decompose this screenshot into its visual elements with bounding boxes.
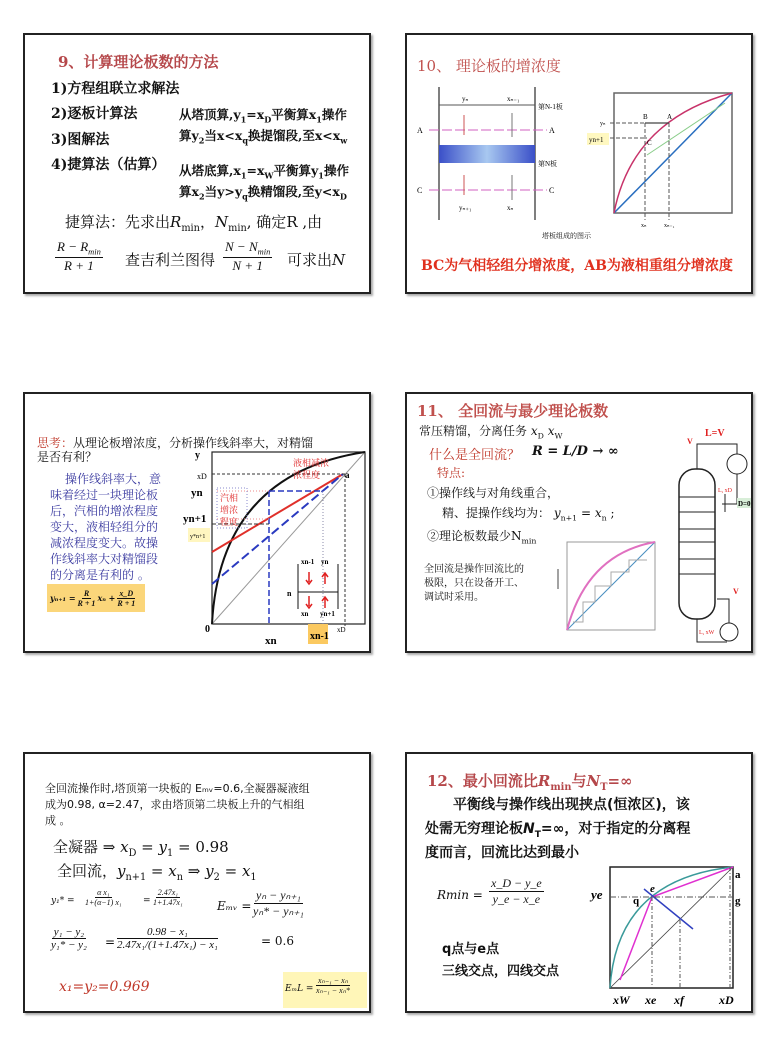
slide-example-total-reflux — [23, 752, 371, 1013]
q-e-points: q点与e点 — [442, 942, 500, 957]
text-segment: ,由 — [297, 213, 323, 231]
fraction-numerator — [55, 239, 103, 258]
text-segment: 精、提操作线均为： — [442, 506, 554, 520]
fraction-denominator: xₙ₋₁ − xₙ* — [316, 986, 350, 995]
text-segment: N — [214, 213, 229, 231]
text-segment: 常压精馏，分离任务 — [419, 424, 531, 438]
label-l-xd: L, xD — [718, 488, 732, 494]
fraction-denominator: N + 1 — [232, 257, 263, 273]
text-segment: ②理论板数最少N — [427, 529, 522, 543]
fraction-denominator: y_e − x_e — [492, 892, 541, 906]
text-segment: 当x<x — [204, 128, 243, 143]
text-segment: D — [339, 191, 347, 202]
label-c: C — [417, 186, 423, 195]
label-yn1: yn+1 — [183, 513, 207, 525]
fraction-denominator: y₁* − y₂ — [51, 939, 87, 951]
diagram-caption: 塔板组成的图示 — [542, 232, 591, 240]
text-segment: W — [554, 431, 563, 441]
axis-xn-1: xₙ₋₁ — [664, 223, 675, 229]
text-segment: , 确定 — [246, 213, 287, 231]
text-segment: D — [264, 114, 272, 125]
fraction-numerator: xₙ₋₁ − xₙ — [318, 976, 348, 985]
label-l-equals-v: L=V — [705, 428, 725, 439]
answer-line: 的分离是有利的 。 — [50, 568, 150, 582]
text-segment: y — [117, 862, 126, 880]
answer-line: 作线斜率大对精馏段 — [50, 552, 159, 566]
text-segment: x — [168, 862, 177, 880]
think-label: 思考： — [37, 436, 74, 450]
eml-fraction — [316, 976, 350, 995]
gilliland-text: 查吉利兰图得 — [125, 251, 216, 269]
text-segment: y — [158, 838, 167, 856]
min-reflux-chart — [407, 754, 751, 1011]
text-segment: x — [530, 424, 538, 438]
text-segment: y — [205, 862, 214, 880]
fraction-numerator — [223, 239, 272, 258]
label-yn: yn — [191, 487, 203, 499]
slide-title: 11、 全回流与最少理论板数 — [417, 402, 609, 420]
text-segment: =∞ — [607, 772, 633, 790]
label-c-point: C — [647, 139, 652, 147]
vapor-note-3: 程度 — [220, 517, 239, 527]
text-segment: = — [136, 838, 159, 856]
text-segment: n — [601, 513, 607, 523]
text-segment: min — [88, 246, 101, 257]
point-q: q — [633, 895, 640, 907]
slide-12-min-reflux — [405, 752, 753, 1013]
text-segment: min — [181, 223, 200, 234]
axis-xn: xₙ — [641, 223, 647, 229]
enrichment-conclusion: BC为气相轻组分增浓度，AB为液相重组分增浓度 — [421, 258, 733, 274]
method-3: 3)图解法 — [51, 132, 110, 148]
text-segment: 1 — [240, 114, 247, 125]
total-reflux-question: 什么是全回流？ — [429, 448, 521, 463]
equals: = — [105, 935, 116, 949]
text-segment: 平衡算x — [271, 107, 317, 122]
total-condenser-equation — [53, 836, 229, 859]
plates-fraction — [223, 239, 272, 274]
text-segment: 1 — [240, 170, 247, 181]
result-text — [287, 249, 345, 270]
text-segment: min — [257, 246, 271, 257]
think-text: 从理论板增浓度，分析操作线斜率大，对精馏 — [73, 436, 314, 450]
text-segment: 平衡算y — [273, 163, 319, 178]
emv-lhs: Eₘᵥ = — [217, 899, 252, 913]
text-segment: min — [228, 223, 247, 234]
text-segment: x — [241, 862, 251, 880]
answer-line: 味着经过一块理论板 — [50, 488, 159, 502]
slide-11-total-reflux — [405, 392, 753, 653]
note-line: 极限，只在设备开工、 — [424, 578, 524, 589]
label-b: B — [643, 113, 648, 121]
slide-9-methods — [23, 33, 371, 294]
text-segment: 度而言，回流比达到最小 — [425, 845, 579, 861]
text-segment: min — [550, 782, 572, 793]
axis-yn: yₙ — [600, 121, 606, 127]
slide-title: 9、计算理论板数的方法 — [58, 53, 219, 71]
fraction-denominator: 2.47x₁/(1+1.47x₁) − x₁ — [117, 939, 218, 951]
label-xn: xₙ — [507, 204, 514, 212]
text-segment: = 0.98 — [173, 838, 229, 856]
text-segment: q — [242, 135, 248, 146]
inset-xn-1: xn-1 — [301, 558, 315, 566]
formula-mid: xₙ + — [97, 593, 116, 603]
inset-xn: xn — [301, 610, 309, 618]
label-yn1: yₙ₊₁ — [459, 204, 472, 212]
method-2: 2)逐板计算法 — [51, 106, 138, 122]
text-segment: 捷算法：先求出 — [65, 213, 171, 231]
axis-xd: xD — [337, 626, 346, 634]
text-segment: = L/D → ∞ — [542, 444, 619, 459]
inset-yn1: yn+1 — [320, 610, 335, 618]
axis-xn-1: xn-1 — [310, 631, 329, 642]
answer-line: 操作线斜率大，意 — [65, 472, 162, 486]
label-yn: yₙ — [462, 95, 469, 103]
formula-lhs: yₙ₊₁ = — [50, 593, 76, 603]
problem-line: 成 。 — [45, 814, 71, 827]
text-segment: y — [553, 506, 561, 520]
text-segment: 1 — [316, 114, 322, 125]
text-segment: R — [537, 772, 551, 790]
feature-1: ①操作线与对角线重合， — [427, 486, 560, 500]
text-segment: 2 — [213, 872, 220, 883]
text-segment: = — [146, 862, 169, 880]
text-segment: R — [170, 213, 182, 231]
text-segment: 1 — [318, 170, 324, 181]
efficiency-fraction — [51, 926, 87, 951]
text-segment: x — [120, 838, 129, 856]
slide-title: 10、 理论板的增浓度 — [417, 57, 561, 75]
text-segment: 当y>y — [204, 184, 243, 199]
yn1-tag: yn+1 — [589, 136, 604, 144]
text-segment: 从塔底算,x — [179, 163, 241, 178]
fraction-denominator: R + 1 — [77, 598, 96, 608]
think-question-2: 是否有利？ — [37, 450, 98, 464]
point-g: g — [735, 895, 741, 907]
axis-y: y — [195, 450, 200, 461]
text-segment: =x — [246, 107, 265, 122]
text-segment: n+1 — [560, 513, 578, 523]
axis-xw: xW — [613, 993, 630, 1007]
text-segment: =x — [246, 163, 265, 178]
method-1: 1)方程组联立求解法 — [51, 81, 180, 97]
reflux-fraction — [55, 239, 103, 274]
text-segment: w — [340, 135, 348, 146]
efficiency-value: = 0.6 — [261, 934, 294, 948]
label-a: A — [417, 126, 423, 135]
slide-10-enrichment — [405, 33, 753, 294]
fraction-numerator: α x₁ — [97, 888, 110, 897]
text-segment: D — [128, 848, 137, 859]
answer-line: 减浓程度变大。故操 — [50, 536, 159, 550]
inset-n: n — [287, 589, 292, 598]
equilibrium-fraction-1 — [85, 888, 122, 907]
text-segment: 换精馏段,至y<x — [247, 184, 340, 199]
text-segment: = — [577, 506, 595, 520]
text-segment: ， — [199, 213, 215, 231]
axis-xe: xe — [645, 993, 657, 1007]
point-a: a — [735, 869, 741, 881]
text-segment: 1 — [167, 848, 174, 859]
liquid-note: 液相减浓 — [293, 458, 330, 468]
text-segment: R — [286, 213, 298, 231]
total-reflux-diagrams — [407, 394, 751, 651]
text-segment: n+1 — [125, 872, 147, 883]
text-segment: 2 — [198, 135, 205, 146]
text-segment: ⇒ — [183, 862, 206, 880]
text-segment: 可求出 — [287, 251, 333, 269]
answer-line: 变大，液相轻组分的 — [50, 520, 159, 534]
label-v-bottom: V — [733, 587, 739, 596]
fraction-denominator: yₙ* − yₙ₊₁ — [253, 904, 304, 918]
point-e: e — [650, 883, 655, 895]
label-xd: xD — [197, 472, 207, 481]
note-line: 调试时采用。 — [424, 592, 484, 603]
eml-lhs: EₘL = — [285, 984, 314, 994]
label-xn-1: xₙ₋₁ — [507, 95, 520, 103]
text-segment: 2 — [198, 191, 205, 202]
text-segment: 操作 — [321, 107, 347, 122]
shortcut-text — [65, 211, 322, 234]
intersections: 三线交点，四线交点 — [442, 964, 560, 979]
text-segment: 换提馏段,至x<x — [247, 128, 341, 143]
label-plate-n-1: 第N-1板 — [538, 103, 563, 111]
text-segment: = — [219, 862, 242, 880]
label-a-right: A — [549, 126, 555, 135]
stepwise-bottom-line-2 — [179, 182, 347, 202]
text-segment: 平衡线与操作线出现挟点(恒浓区)，该 — [425, 797, 690, 813]
fraction-numerator: R — [83, 588, 90, 598]
text-segment: N — [523, 821, 535, 837]
slide-think-slope — [23, 392, 371, 653]
stepwise-top-line-2 — [179, 126, 347, 146]
label-ye: ye — [591, 887, 603, 902]
label-l-xw: L, xW — [699, 630, 715, 636]
label-d-zero: D=0 — [738, 500, 751, 508]
origin-label: 0 — [205, 624, 210, 635]
problem-line: 成为0.98, α=2.47，求由塔顶第二块板上升的气相组 — [45, 798, 305, 811]
fraction-numerator: x_D — [119, 588, 134, 598]
fraction-denominator: 1+1.47x₁ — [153, 898, 183, 907]
fraction-denominator: R + 1 — [64, 257, 94, 273]
eml-formula-box — [283, 972, 367, 1008]
text-segment: T — [534, 829, 541, 840]
fraction-numerator: yₙ − yₙ₊₁ — [256, 888, 301, 902]
vapor-note: 汽相 — [220, 493, 239, 503]
label-plate-n: 第N板 — [538, 160, 558, 168]
equals: = — [143, 896, 151, 906]
substitution-fraction — [117, 926, 218, 951]
text-segment: n — [176, 872, 184, 883]
text-segment: 算y — [179, 128, 199, 143]
axis-xf: xf — [674, 993, 684, 1007]
method-4: 4)捷算法（估算） — [51, 157, 166, 173]
total-reflux-equation — [57, 860, 257, 883]
text-segment: min — [521, 536, 537, 546]
plate-diagram — [407, 35, 751, 292]
text-segment: x — [547, 424, 555, 438]
fraction-numerator: x_D − y_e — [491, 876, 542, 890]
text-segment: q — [242, 191, 248, 202]
text-segment: N — [332, 251, 346, 269]
fraction-denominator: R + 1 — [117, 598, 136, 608]
emv-fraction — [253, 888, 304, 919]
text-segment: 操作 — [323, 163, 349, 178]
rmin-lhs: Rmin = — [437, 888, 483, 902]
fraction-denominator: 1+(α−1) x₁ — [85, 898, 122, 907]
label-ystar: y*n+1 — [190, 534, 206, 540]
inset-yn: yn — [321, 558, 329, 566]
label-a-point: A — [667, 113, 673, 121]
text-segment: N − N — [225, 239, 258, 254]
axis-xn: xn — [265, 635, 277, 647]
equilibrium-lhs: y₁* = — [51, 896, 75, 906]
text-segment: 12、最小回流比 — [427, 772, 538, 790]
slope-chart — [25, 394, 369, 651]
text-segment: D — [537, 431, 544, 441]
problem-line: 全回流操作时,塔顶第一块板的 Eₘᵥ=0.6,全凝器凝液组 — [45, 782, 310, 795]
text-segment: 算x — [179, 184, 199, 199]
features-label: 特点: — [437, 466, 466, 480]
note-line: 全回流是操作回流比的 — [424, 564, 524, 575]
stepwise-bottom-line-1 — [179, 161, 349, 181]
text-segment: ; — [606, 506, 615, 520]
text-segment: 处需无穷理论板 — [425, 821, 523, 837]
liquid-note-2: 浓程度 — [293, 470, 321, 480]
label-c-right: C — [549, 186, 555, 195]
answer: x₁=y₂=0.969 — [59, 979, 150, 995]
text-segment: 与 — [571, 772, 587, 790]
equilibrium-fraction-2 — [153, 888, 183, 907]
point-a: a — [345, 470, 350, 480]
text-segment: =∞，对于指定的分离程 — [540, 821, 691, 837]
axis-xd: xD — [719, 993, 734, 1007]
stepwise-top-line-1 — [179, 105, 347, 125]
vapor-note-2: 增浓 — [220, 505, 239, 515]
text-segment: N — [586, 772, 601, 790]
text-segment: 从塔顶算,y — [179, 107, 241, 122]
label-v-top: V — [687, 437, 693, 446]
fraction-numerator: y₁ − y₂ — [53, 926, 85, 938]
text-segment: 全回流， — [57, 862, 118, 880]
text-segment: W — [264, 170, 274, 181]
text-segment: T — [600, 782, 608, 793]
fraction-numerator: 2.47x₁ — [157, 888, 179, 897]
text-segment: 1 — [250, 872, 257, 883]
fraction-numerator: 0.98 − x₁ — [117, 926, 218, 939]
text-segment: x — [594, 506, 602, 520]
text-segment: R − R — [57, 239, 89, 254]
text-segment: 全凝器 ⇒ — [53, 838, 121, 856]
text-segment: R — [532, 444, 543, 459]
answer-line: 后，汽相的增浓程度 — [50, 504, 159, 518]
